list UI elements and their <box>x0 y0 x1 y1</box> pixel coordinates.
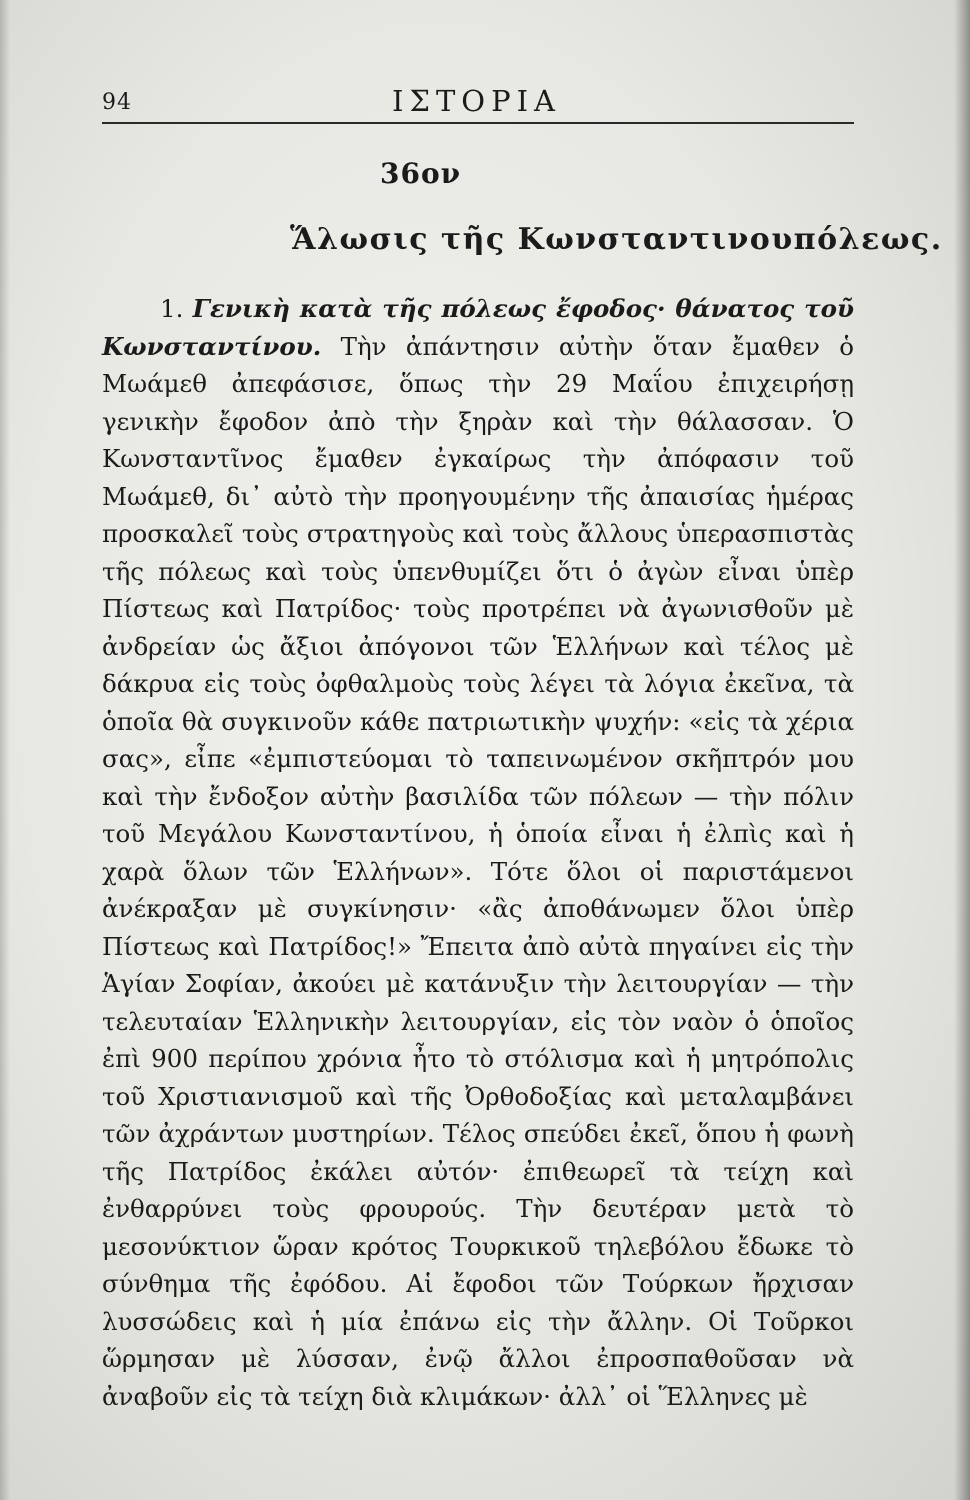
section-heading: Γενικὴ κατὰ τῆς πόλεως ἔφοδος· θάνατος τοῦ Κωνσταντίνου. <box>102 294 854 361</box>
body-paragraph <box>102 290 854 1415</box>
running-title: ΙΣΤΟΡΙΑ <box>392 84 561 118</box>
chapter-title: Ἅλωσις τῆς Κωνσταντινουπόλεως. <box>290 222 943 257</box>
page-header <box>102 82 854 126</box>
page-number: 94 <box>102 90 132 115</box>
section-text: Τὴν ἀπάντησιν αὐτὴν ὅταν ἔμαθεν ὁ Μωάμεθ ἀπεφάσισε, ὅπως τὴν 29 Μαΐου ἐπιχειρήσῃ γενικὴν ἔφοδον ἀπὸ τὴν ξηρὰν καὶ τὴν θάλασσαν. Ὁ Κωνσταντῖνος ἔμαθεν ἐγκαίρως τὴν ἀπόφασιν τοῦ Μωάμεθ, δι᾽ αὐτὸ τὴν προηγουμένην τῆς ἀπαισίας ἡμέρας προσκαλεῖ τοὺς στρατηγοὺς καὶ τοὺς ἄλλους ὑπερασπιστὰς τῆς πόλεως καὶ τοὺς ὑπενθυμίζει ὅτι ὁ ἀγὼν εἶναι ὑπὲρ Πίστεως καὶ Πατρίδος· τοὺς προτρέπει νὰ ἀγωνισθοῦν μὲ ἀνδρείαν ὡς ἄξιοι ἀπόγονοι τῶν Ἑλλήνων καὶ τέλος μὲ δάκρυα εἰς τοὺς ὀφθαλμοὺς τοὺς λέγει τὰ λόγια ἐκεῖνα, τὰ ὁποῖα θὰ συγκινοῦν κάθε πατριωτικὴν ψυχήν: «εἰς τὰ χέρια σας», εἶπε «ἐμπιστεύομαι τὸ ταπεινωμένον σκῆπτρόν μου καὶ τὴν ἔνδοξον αὐτὴν βασιλίδα τῶν πόλεων — τὴν πόλιν τοῦ Μεγάλου Κωνσταντίνου, ἡ ὁποία εἶναι ἡ ἐλπὶς καὶ ἡ χαρὰ ὅλων τῶν Ἑλλήνων». Τότε ὅλοι οἱ παριστάμενοι ἀνέκραξαν μὲ συγκίνησιν· «ἂς ἀποθάνωμεν ὅλοι ὑπὲρ Πίστεως καὶ Πατρίδος!» Ἔπειτα ἀπὸ αὐτὰ πηγαίνει εἰς τὴν Ἁγίαν Σοφίαν, ἀκούει μὲ κατάνυξιν τὴν λειτουργίαν — τὴν τελευταίαν Ἑλληνικὴν λειτουργίαν, εἰς τὸν ναὸν ὁ ὁποῖος ἐπὶ 900 περίπου χρόνια ἦτο τὸ στόλισμα καὶ ἡ μητρόπολις τοῦ Χριστιανισμοῦ καὶ τῆς Ὀρθοδοξίας καὶ μεταλαμβάνει τῶν ἀχράντων μυστηρίων. Τέλος σπεύδει ἐκεῖ, ὅπου ἡ φωνὴ τῆς Πατρίδος ἐκάλει αὐτόν· ἐπιθεωρεῖ τὰ τείχη καὶ ἐνθαρρύνει τοὺς φρουρούς. Τὴν δευτέραν μετὰ τὸ μεσονύκτιον ὥραν κρότος Τουρκικοῦ τηλεβόλου ἔδωκε τὸ σύνθημα τῆς ἐφόδου. Αἱ ἔφοδοι τῶν Τούρκων ἤρχισαν λυσσώδεις καὶ ἡ μία ἐπάνω εἰς τὴν ἄλλην. Οἱ Τοῦρκοι ὥρμησαν μὲ λύσσαν, ἐνῷ ἄλλοι ἐπροσπαθοῦσαν νὰ ἀναβοῦν εἰς τὰ τείχη διὰ κλιμάκων· ἀλλ᾽ οἱ Ἕλληνες μὲ <box>102 331 854 1411</box>
page-shadow-left <box>0 0 10 1500</box>
page-shadow-right <box>954 0 970 1500</box>
section-number: 1. <box>160 294 184 323</box>
chapter-number: 36ον <box>380 157 462 190</box>
header-rule <box>102 122 854 124</box>
